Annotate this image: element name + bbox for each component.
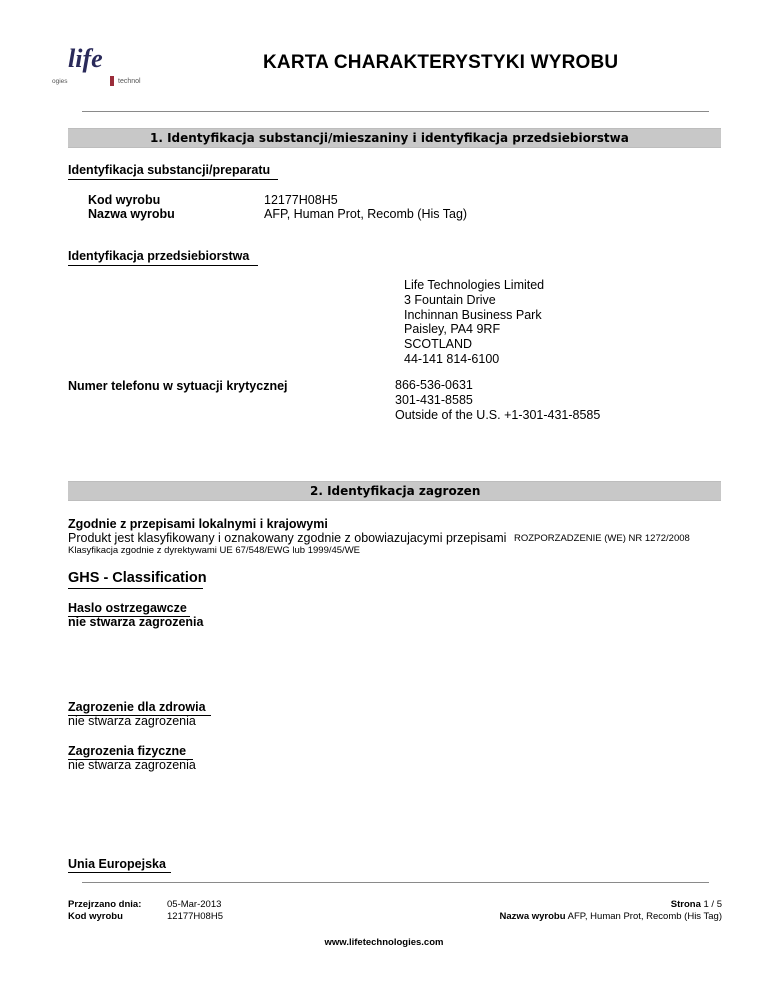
company-id-underline [68, 265, 258, 266]
substance-id-heading: Identyfikacja substancji/preparatu [68, 163, 271, 177]
product-name-value: AFP, Human Prot, Recomb (His Tag) [264, 207, 468, 221]
company-logo [52, 42, 162, 94]
section2-bar [68, 481, 721, 501]
website-link[interactable]: www.lifetechnologies.com [324, 937, 444, 948]
logo-mark [110, 76, 114, 86]
health-hazard-value: nie stwarza zagrozenia [68, 714, 196, 728]
physical-hazard-value: nie stwarza zagrozenia [68, 758, 196, 772]
regulation-reference: ROZPORZADZENIE (WE) NR 1272/2008 [514, 533, 690, 544]
product-name-label: Nazwa wyrobu [88, 207, 175, 221]
substance-id-underline [68, 179, 278, 180]
product-code-label: Kod wyrobu [88, 193, 161, 207]
address-line: Life Technologies Limited [404, 278, 545, 292]
company-id-heading: Identyfikacja przedsiebiorstwa [68, 249, 250, 263]
emergency-phone: 301-431-8585 [395, 392, 473, 407]
section2-heading: 2. Identyfikacja zagrozen [310, 484, 481, 498]
address-line: 3 Fountain Drive [404, 292, 496, 307]
section1-heading: 1. Identyfikacja substancji/mieszaniny i identyfikacja przedsiebiorstwa [150, 131, 629, 145]
emergency-phone-label: Numer telefonu w sytuacji krytycznej [68, 379, 288, 393]
emergency-phone-numbers [395, 378, 600, 422]
physical-hazard-label: Zagrozenia fizyczne [68, 744, 187, 758]
footer-rule [82, 882, 709, 883]
address-line: Paisley, PA4 9RF [404, 322, 501, 337]
footer-name-label: Nazwa wyrobu [499, 911, 566, 922]
header-rule [82, 111, 709, 112]
address-line: 44-141 814-6100 [404, 351, 500, 366]
classification-note: Klasyfikacja zgodnie z dyrektywami UE 67/548/EWG lub 1999/45/WE [68, 545, 360, 556]
logo-wordmark: life [68, 44, 103, 73]
page-label: Strona [670, 899, 701, 910]
regulations-text: Produkt jest klasyfikowany i oznakowany zgodnie z obowiazujacymi przepisami [68, 531, 507, 545]
revised-date-value: 05-Mar-2013 [167, 899, 222, 910]
ghs-heading: GHS - Classification [68, 570, 207, 586]
product-code-value: 12177H08H5 [264, 193, 338, 207]
footer-product-name [500, 911, 722, 922]
section1-bar [68, 128, 721, 148]
address-line: SCOTLAND [404, 337, 473, 352]
page-number [671, 899, 722, 910]
logo-tagline-right: technol [118, 78, 141, 85]
signal-word-value: nie stwarza zagrozenia [68, 615, 204, 629]
eu-heading: Unia Europejska [68, 857, 166, 871]
signal-word-label: Haslo ostrzegawcze [68, 601, 187, 615]
regulations-heading: Zgodnie z przepisami lokalnymi i krajowymi [68, 517, 328, 531]
page-title: KARTA CHARAKTERYSTYKI WYROBU [263, 52, 619, 73]
page-value: 1 / 5 [703, 899, 722, 910]
eu-underline [68, 872, 171, 873]
logo-tagline-left: ogies [52, 78, 68, 85]
footer-code-label: Kod wyrobu [68, 911, 123, 922]
footer-code-value: 12177H08H5 [167, 911, 223, 922]
company-address [404, 278, 544, 367]
address-line: Inchinnan Business Park [404, 307, 542, 322]
revised-date-label: Przejrzano dnia: [68, 899, 142, 910]
emergency-phone: 866-536-0631 [395, 378, 473, 392]
health-hazard-label: Zagrozenie dla zdrowia [68, 700, 206, 714]
emergency-phone: Outside of the U.S. +1-301-431-8585 [395, 407, 601, 422]
footer-name-value: AFP, Human Prot, Recomb (His Tag) [567, 911, 722, 922]
ghs-underline [68, 588, 203, 589]
